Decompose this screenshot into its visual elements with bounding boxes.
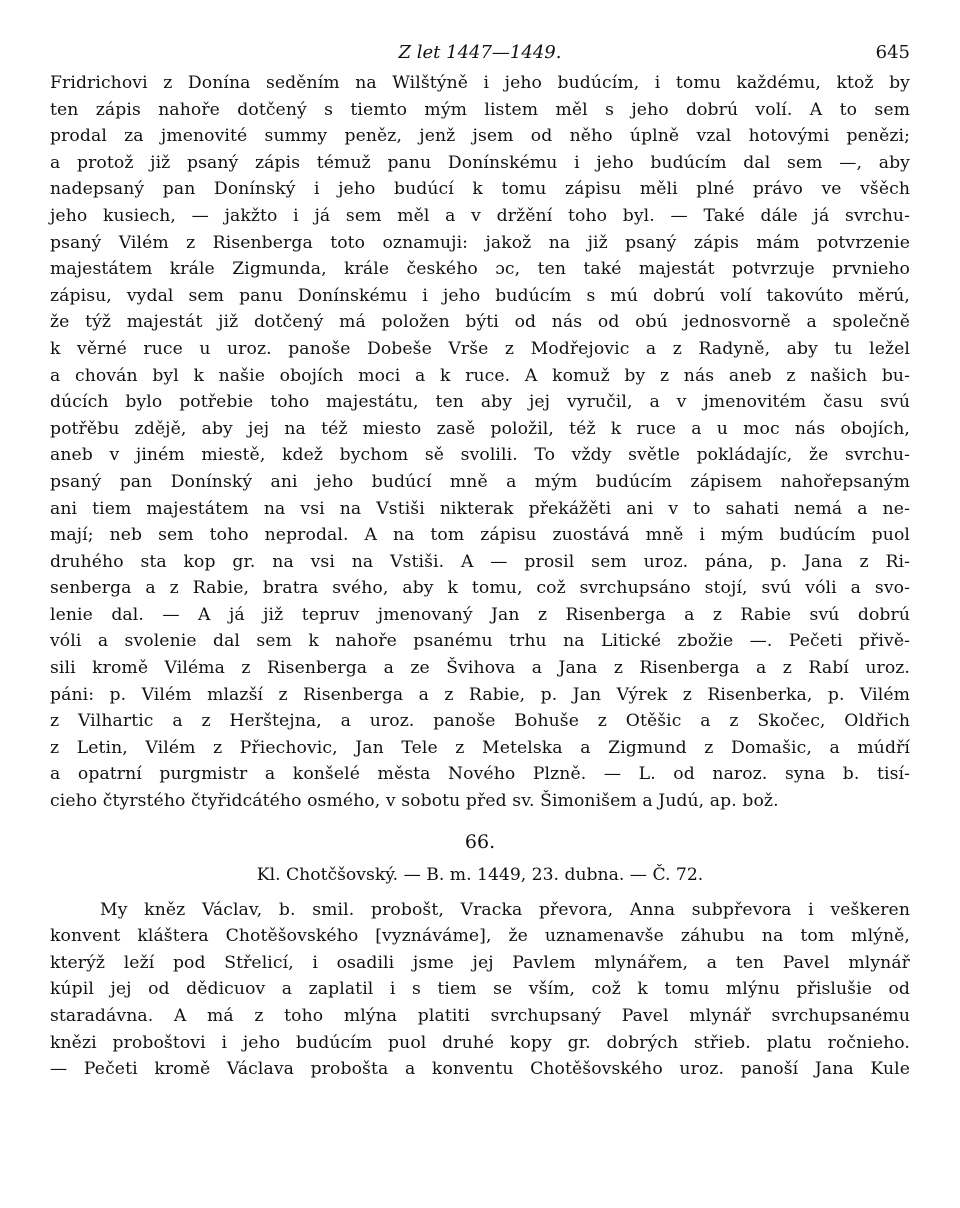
text-line: nadepsaný pan Donínský i jeho budúcí k tomu zápisu měli plné právo ve všěch — [50, 179, 910, 200]
document-66-body — [50, 897, 910, 1083]
text-line: Fridrichovi z Donína seděním na Wilštýně i jeho budúcím, i tomu každému, ktož by — [50, 73, 910, 93]
text-line: dúcích bylo potřebie toho majestátu, ten aby jej vyručil, a v jmenovitém času svú — [50, 392, 910, 413]
text-line: — Pečeti kromě Václava probošta a konventu Chotěšovského uroz. panoší Jana Kule — [50, 1059, 910, 1080]
document-66 — [50, 827, 910, 1083]
text-line: a chován byl k našie obojích moci a k ruce. A komuž by z nás aneb z našich bu- — [50, 365, 910, 386]
text-line: mají; neb sem toho neprodal. A na tom zápisu zuostává mně i mým budúcím puol — [50, 525, 910, 546]
text-line: k věrné ruce u uroz. panoše Dobeše Vrše z Modřejovic a z Radyně, aby tu ležel — [50, 338, 910, 359]
text-line: ten zápis nahoře dotčený s tiemto mým listem měl s jeho dobrú volí. A to sem — [50, 99, 910, 120]
text-line: z Vilhartic a z Herštejna, a uroz. panoše Bohuše z Otěšic a z Skočec, Oldřich — [50, 711, 910, 732]
text-line: z Letin, Vilém z Přiechovic, Jan Tele z Metelska a Zigmund z Domašic, a múdří — [50, 737, 910, 758]
text-line: psaný pan Donínský ani jeho budúcí mně a mým budúcím zápisem nahořepsaným — [50, 471, 910, 492]
text-line: staradávna. A má z toho mlýna platiti svrchupsaný Pavel mlynář svrchupsanému — [50, 1006, 910, 1026]
text-line: cieho čtyrstého čtyřidcátého osmého, v sobotu před sv. Šimonišem a Judú, ap. bož. — [50, 791, 779, 812]
text-line: a opatrní purgmistr a konšelé města Nového Plzně. — L. od naroz. syna b. tisí- — [50, 764, 910, 785]
running-head — [50, 30, 910, 70]
text-line: páni: p. Vilém mlazší z Risenberga a z Rabie, p. Jan Výrek z Risenberka, p. Vilém — [50, 684, 910, 705]
running-title: Z let 1447—1449. — [398, 42, 562, 63]
document-page — [50, 30, 910, 1190]
paragraph-1 — [50, 70, 910, 815]
text-line: ani tiem majestátem na vsi na Vstiši nikterak překážěti ani v to sahati nemá a ne- — [50, 498, 910, 519]
text-line: že týž majestát již dotčený má položen býti od nás od obú jednosvorně a společně — [50, 312, 910, 333]
document-header: Kl. Chotčšovský. — B. m. 1449, 23. dubna. — Č. 72. — [256, 864, 704, 885]
text-line: kúpil jej od dědicuov a zaplatil i s tiem se vším, což k tomu mlýnu přislušie od — [50, 979, 910, 1000]
text-line: vóli a svolenie dal sem k nahoře psanému trhu na Litické zbožie —. Pečeti přivě- — [50, 631, 910, 652]
text-line: a protož již psaný zápis témuž panu Donínskému i jeho budúcím dal sem —, aby — [50, 152, 910, 173]
text-line: prodal za jmenovité summy peněz, jenž jsem od něho úplně vzal hotovými penězi; — [50, 126, 910, 147]
page-number: 645 — [875, 42, 910, 63]
text-line: potřěbu zdějě, aby jej na též miesto zasě položil, též k ruce a u moc nás obojích, — [50, 418, 910, 439]
text-line: druhého sta kop gr. na vsi na Vstiši. A — prosil sem uroz. pána, p. Jana z Ri- — [50, 551, 910, 572]
text-line: zápisu, vydal sem panu Donínskému i jeho budúcím s mú dobrú volí takovúto měrú, — [50, 285, 910, 306]
text-line: konvent kláštera Chotěšovského [vyznáváme], že uznamenavše záhubu na tom mlýně, — [50, 926, 910, 947]
text-line: sili kromě Viléma z Risenberga a ze Švihova a Jana z Risenberga a z Rabí uroz. — [50, 658, 910, 679]
text-line: lenie dal. — A já již tepruv jmenovaný Jan z Risenberga a z Rabie svú dobrú — [50, 604, 910, 625]
text-line: senberga a z Rabie, bratra svého, aby k tomu, což svrchupsáno stojí, svú vóli a svo- — [50, 578, 910, 599]
document-number: 66. — [464, 830, 496, 853]
text-line: knězi proboštovi i jeho budúcím puol druhé kopy gr. dobrých střieb. platu ročnieho. — [50, 1032, 910, 1053]
text-line: aneb v jiném miestě, kdež bychom sě svolili. To vždy světle pokládajíc, že svrchu- — [50, 445, 910, 466]
text-line: kterýž leží pod Střelicí, i osadili jsme jej Pavlem mlynářem, a ten Pavel mlynář — [50, 952, 910, 973]
text-line: majestátem krále Zigmunda, krále českého ɔc, ten také majestát potvrzuje prvnieho — [50, 259, 910, 280]
text-line: My kněz Václav, b. smil. probošt, Vracka převora, Anna subpřevora i veškeren — [100, 899, 910, 920]
text-line: psaný Vilém z Risenberga toto oznamuji: jakož na již psaný zápis mám potvrzenie — [50, 232, 910, 253]
text-line: jeho kusiech, — jakžto i já sem měl a v držění toho byl. — Také dále já svrchu- — [50, 205, 910, 226]
